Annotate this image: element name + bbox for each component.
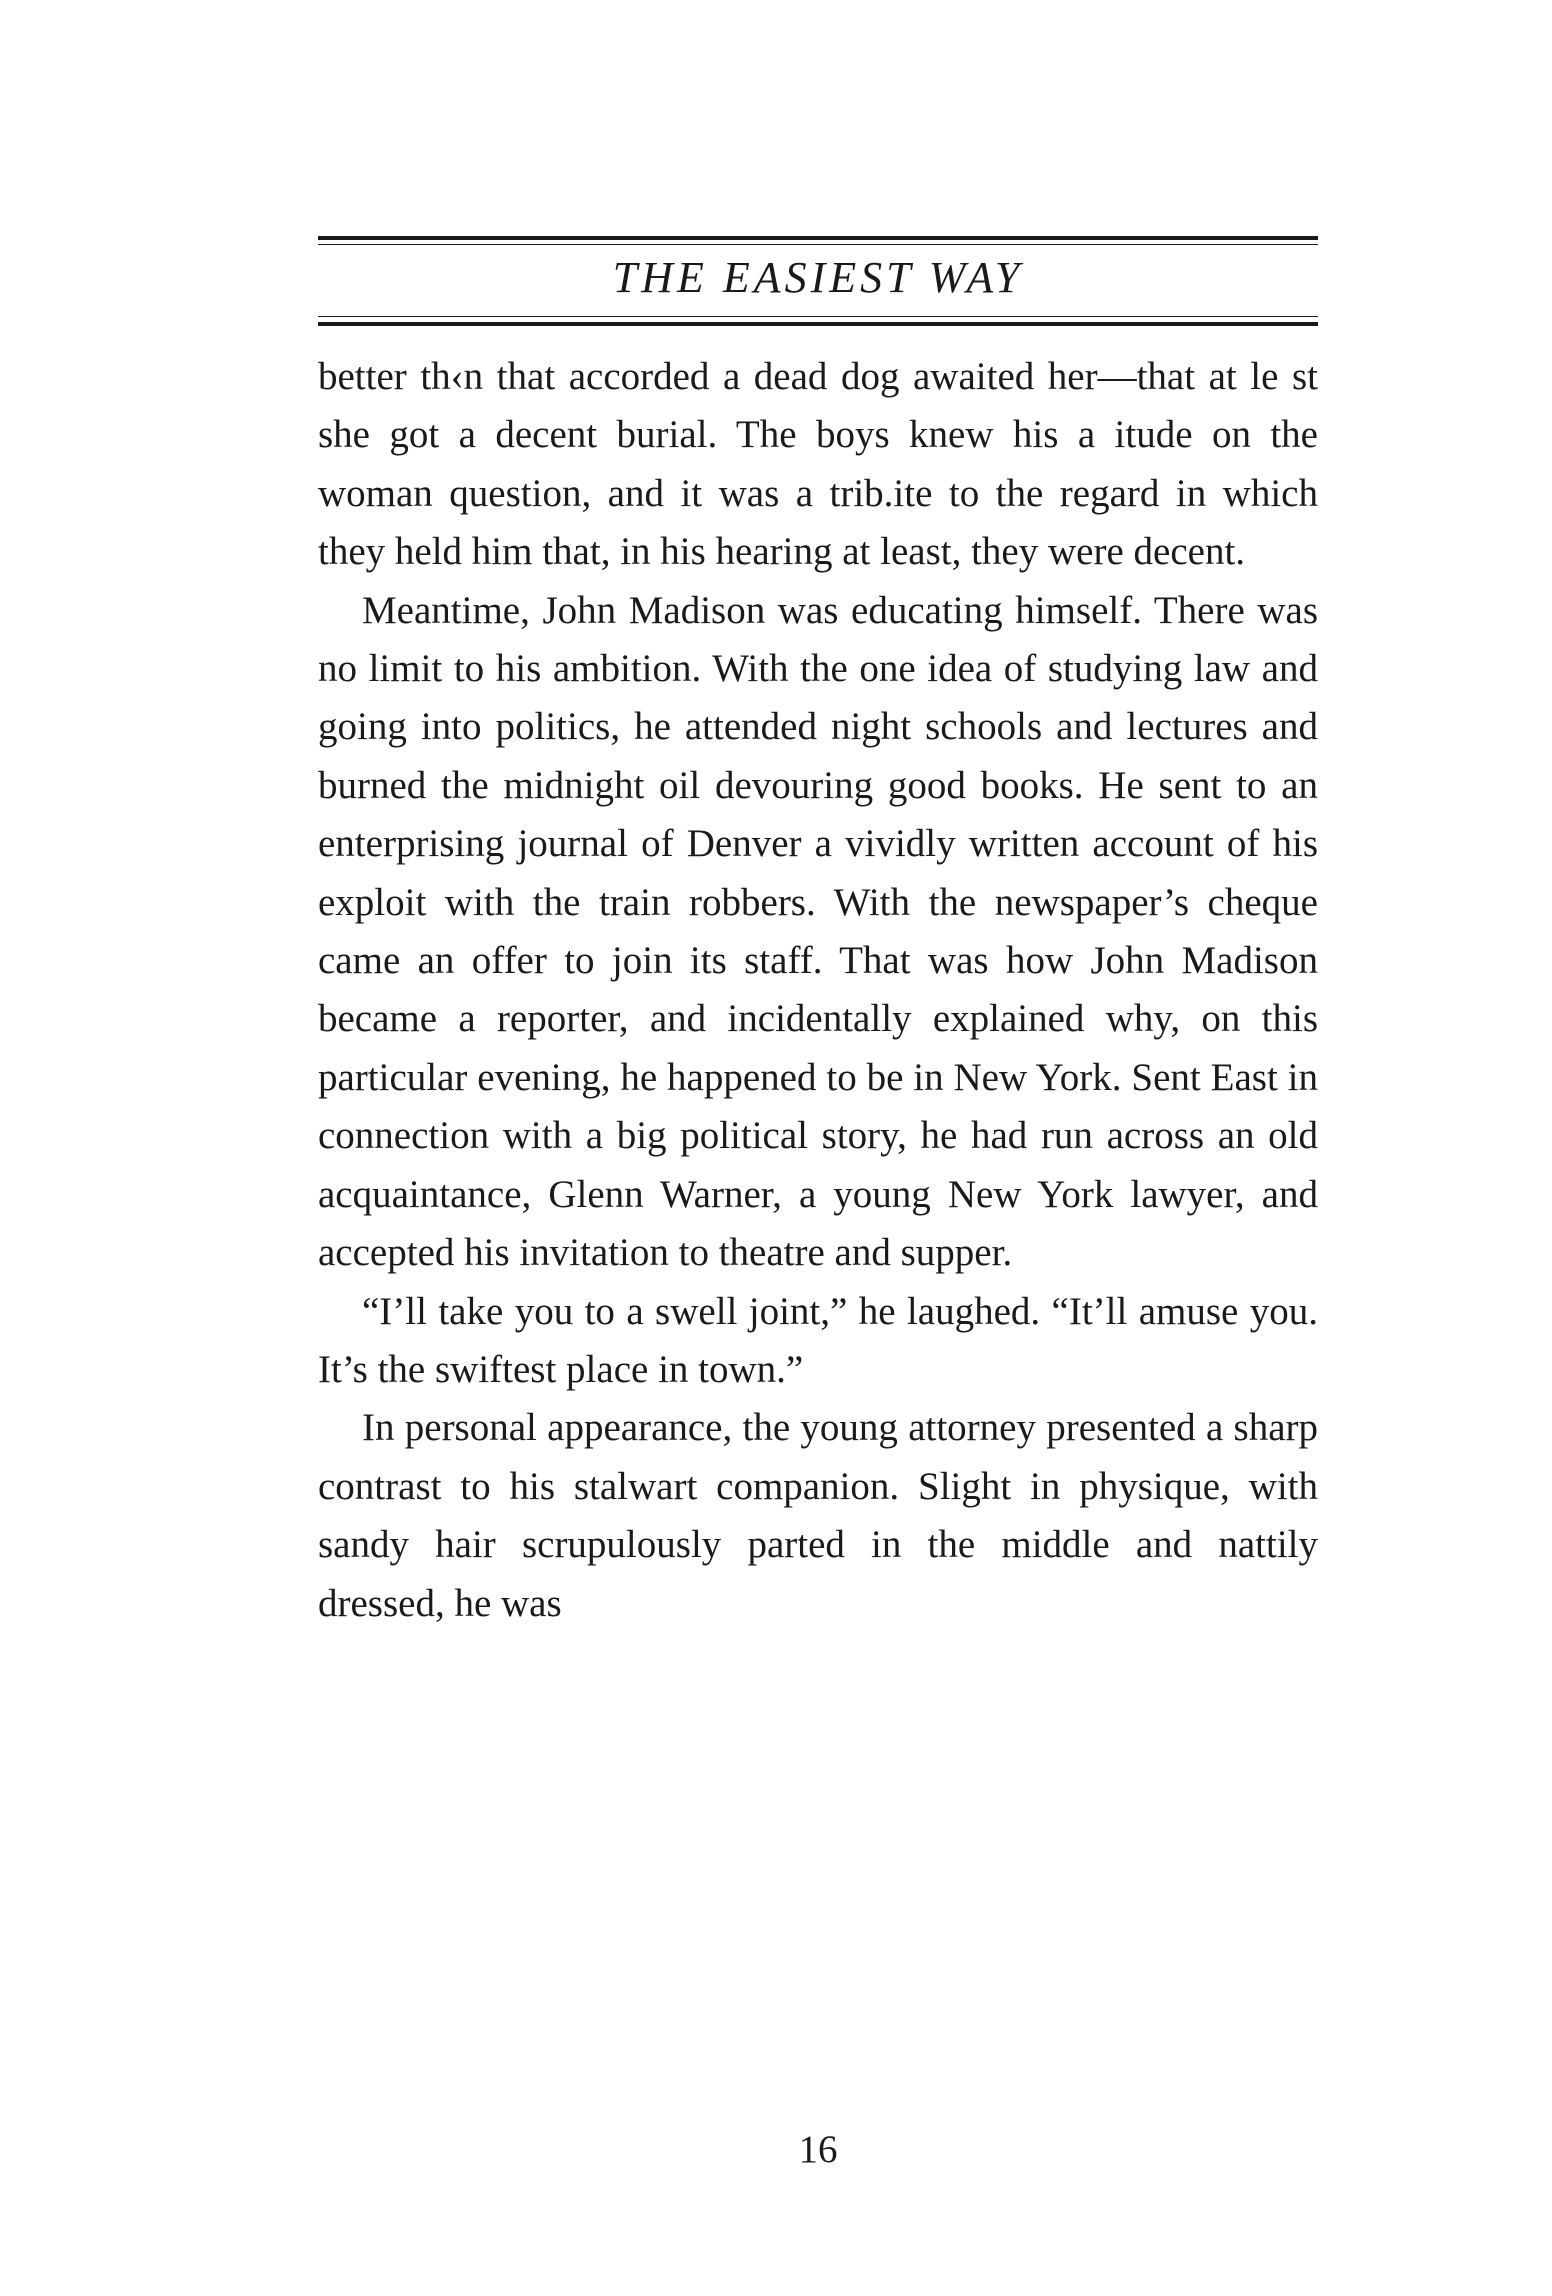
header-rule-bottom	[318, 322, 1318, 326]
header-rule-bottom-thin	[318, 316, 1318, 317]
body-text	[318, 348, 1318, 1633]
paragraph-continued: better th‹n that accorded a dead dog awaited her—that at le st she got a decent burial. The boys knew his a itude on the woman question, and it was a trib.ite to the regard in which they held him that, in his hearing at least, they were decent.	[318, 355, 1318, 574]
header-rule-top-thin	[318, 244, 1318, 245]
paragraph: “I’ll take you to a swell joint,” he laughed. “It’ll amuse you. It’s the swiftest place in town.”	[318, 1289, 1318, 1391]
header-rule-top	[318, 236, 1318, 240]
running-head: THE EASIEST WAY	[612, 253, 1024, 302]
page-number: 16	[798, 2128, 838, 2171]
paragraph: In personal appearance, the young attorney presented a sharp contrast to his stalwart companion. Slight in physique, with sandy hair scrupulously parted in the middle and nattily dressed, he was	[318, 1406, 1318, 1625]
paragraph: Meantime, John Madison was educating himself. There was no limit to his ambition. With the one idea of studying law and going into politics, he attended night schools and lectures and burned the midnight oil devouring good books. He sent to an enterprising journal of Denver a vividly written account of his exploit with the train robbers. With the newspaper’s cheque came an offer to join its staff. That was how John Madison became a reporter, and incidentally explained why, on this particular evening, he happened to be in New York. Sent East in connection with a big political story, he had run across an old acquaintance, Glenn Warner, a young New York lawyer, and accepted his invitation to theatre and supper.	[318, 588, 1318, 1275]
